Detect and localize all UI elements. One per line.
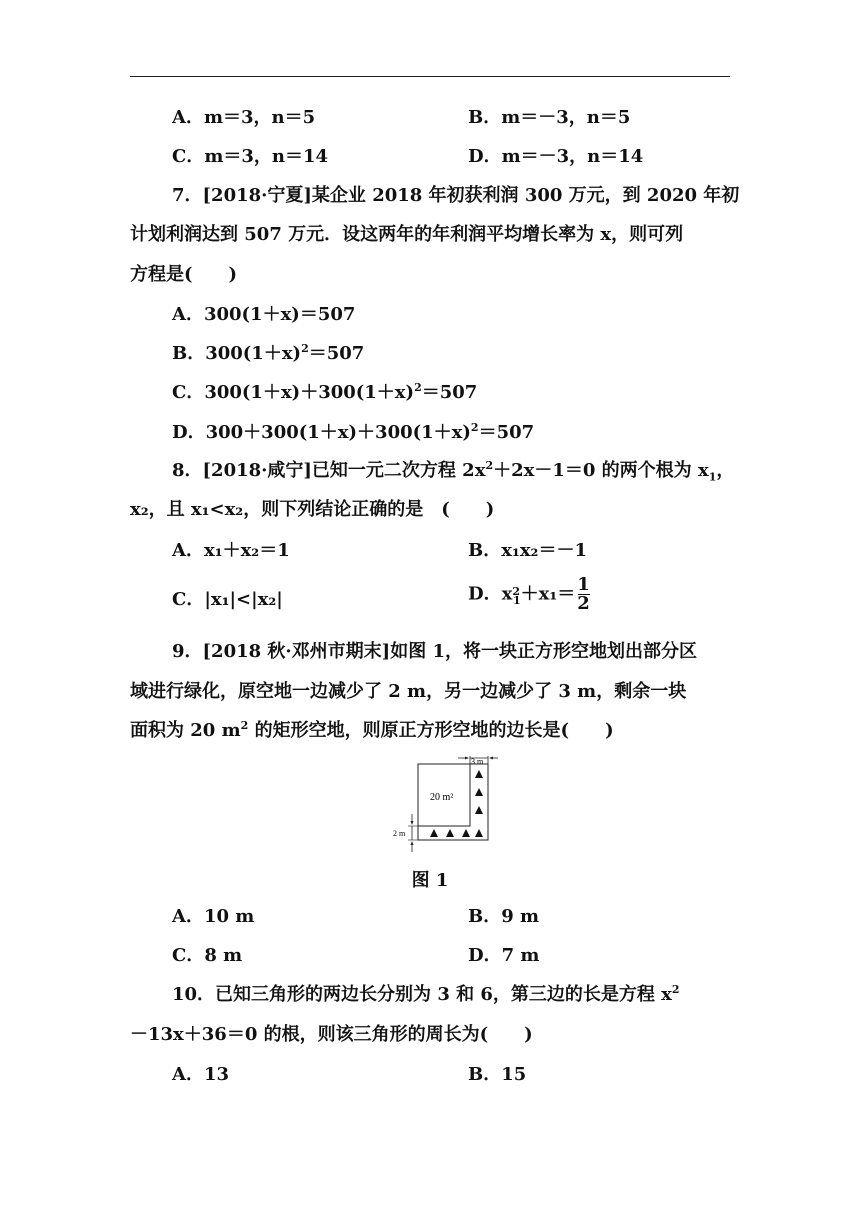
q9-option-b: B．9 m (468, 906, 540, 927)
left-dimension-label: 2 m (393, 829, 406, 838)
q6-option-b: B．m＝－3，n＝5 (468, 107, 631, 128)
figure-1-diagram (392, 756, 500, 852)
q6-option-a: A．m＝3，n＝5 (172, 107, 316, 128)
q10-row-1 (172, 1063, 772, 1087)
top-dimension-label: 3 m (471, 757, 484, 766)
q8-row-1 (172, 539, 772, 563)
q7-option-c: C．$300(1+x)+300(1+x)^2=507$ (172, 381, 478, 403)
q8-row-2 (172, 574, 772, 624)
q7-line-3: 方程是( ) (130, 264, 238, 285)
q8-option-b: B．x₁x₂＝－1 (468, 540, 587, 561)
q7-line-1: 7．[2018·宁夏]某企业 2018 年初获利润 300 万元，到 2020 年初 (172, 185, 740, 206)
q8-option-d: D．$x^2_1+x_1=$ $\frac{1}{2}$ (468, 574, 590, 614)
q9-option-d: D．7 m (468, 945, 540, 966)
q9-row-1 (172, 905, 772, 929)
q6-row-1 (172, 106, 772, 130)
q10-line-2: －13x＋36＝0 的根，则该三角形的周长为( ) (130, 1024, 533, 1045)
q7-option-d: D．$300+300(1+x)+300(1+x)^2=507$ (172, 421, 535, 443)
q9-row-2 (172, 944, 772, 968)
q8-line-2: x₂，且 x₁<x₂，则下列结论正确的是 ( ) (130, 499, 495, 520)
q6-row-2 (172, 145, 772, 169)
q9-line-1: 9．[2018 秋·邓州市期末]如图 1，将一块正方形空地划出部分区 (172, 641, 697, 662)
q9-line-3: 面积为 20 $m^2$ 的矩形空地，则原正方形空地的边长是( ) (130, 719, 614, 741)
q7-line-2: 计划利润达到 507 万元．设这两年的年利润平均增长率为 x，则可列 (130, 224, 684, 245)
q6-option-c: C．m＝3，n＝14 (172, 146, 329, 167)
q10-line-1: 10．已知三角形的两边长分别为 3 和 6，第三边的长是方程 $x^2$ (172, 983, 680, 1005)
q10-option-b: B．15 (468, 1064, 527, 1085)
q9-line-2: 域进行绿化，原空地一边减少了 2 m，另一边减少了 3 m，剩余一块 (130, 681, 687, 702)
q8-option-c: C．|x₁|<|x₂| (172, 589, 283, 610)
figure-caption: 图 1 (411, 870, 449, 891)
q6-option-d: D．m＝－3，n＝14 (468, 146, 644, 167)
q9-option-c: C．8 m (172, 945, 243, 966)
q7-option-b: B．$300(1+x)^2=507$ (172, 342, 365, 364)
q7-option-a: A．300(1＋x)＝507 (172, 304, 356, 325)
q10-option-a: A．13 (172, 1064, 230, 1085)
q8-line-1: 8．[2018·咸宁]已知一元二次方程 $2x^2+2x-1=0$ 的两个根为 $x_1$， (172, 459, 735, 484)
q8-option-a: A．x₁＋x₂＝1 (172, 540, 290, 561)
area-label: 20 m² (430, 792, 454, 803)
top-rule (130, 76, 730, 77)
q9-option-a: A．10 m (172, 906, 255, 927)
